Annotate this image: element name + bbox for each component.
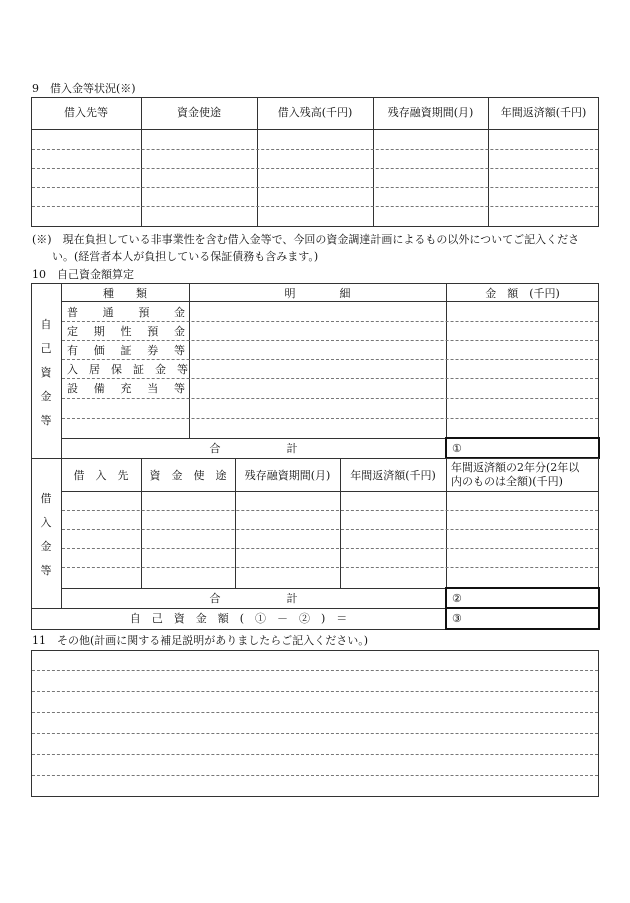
item-securities: 有 価 証 券 等: [67, 344, 185, 357]
group2-label: 借 入 金 等: [40, 492, 52, 577]
section11-title: 11 その他(計画に関する補足説明がありましたらご記入ください。): [32, 634, 369, 647]
remarks-line: [32, 754, 598, 755]
remarks-line: [32, 775, 598, 776]
note-line1: (※) 現在負担している非事業性を含む借入金等で、今回の資金調達計画によるもの以外についてご記入くださ: [32, 233, 580, 246]
remarks-line: [32, 733, 598, 734]
group1-label: 自 己 資 金 等: [40, 318, 52, 427]
total-mark: ③: [452, 612, 462, 625]
remarks-line: [32, 670, 598, 671]
header-remaining-period-2: 残存融資期間(月): [244, 469, 331, 482]
header-amount: 金 額 (千円): [485, 287, 560, 300]
header-annual-repayment: 年間返済額(千円): [500, 106, 587, 119]
header-fund-use-2: 資 金 使 途: [149, 469, 227, 482]
total-label: 自 己 資 金 額 ( ① － ② ) ＝: [129, 612, 348, 625]
subtotal2-box: [445, 587, 600, 609]
header-two-year-line1: 年間返済額の2年分(2年以: [451, 461, 580, 474]
header-kind: 種 類: [103, 287, 147, 300]
loan-row-line: [32, 206, 598, 207]
item-ordinary-deposit: 普 通 預 金: [67, 306, 185, 319]
subtotal1-mark: ①: [452, 442, 462, 455]
section10-title: 10 自己資金額算定: [32, 268, 134, 281]
header-lender: 借入先等: [64, 106, 108, 119]
subtotal2-mark: ②: [452, 592, 462, 605]
note-line2: い。(経営者本人が負担している保証債務も含みます。): [52, 250, 319, 263]
total-box: [445, 607, 600, 630]
section9-title: 9 借入金等状況(※): [32, 82, 136, 95]
header-fund-use: 資金使途: [177, 106, 221, 119]
loan-row-line: [32, 168, 598, 169]
remarks-line: [32, 691, 598, 692]
item-equipment: 設 備 充 当 等: [67, 382, 185, 395]
header-loan-balance: 借入残高(千円): [277, 106, 353, 119]
header-two-year-line2: 内のものは全額)(千円): [451, 475, 563, 488]
remarks-line: [32, 712, 598, 713]
loan-row-line: [32, 187, 598, 188]
subtotal2-label: 合 計: [209, 592, 298, 605]
loan-row-line: [32, 149, 598, 150]
header-borrower: 借 入 先: [73, 469, 129, 482]
header-detail: 明 細: [284, 287, 351, 300]
header-remaining-period: 残存融資期間(月): [387, 106, 474, 119]
item-time-deposit: 定 期 性 預 金: [67, 325, 185, 338]
item-move-in-deposit: 入 居 保 証 金 等: [67, 363, 188, 376]
subtotal1-box: [445, 437, 600, 459]
subtotal1-label: 合 計: [209, 442, 298, 455]
header-annual-repayment-2: 年間返済額(千円): [350, 469, 436, 482]
